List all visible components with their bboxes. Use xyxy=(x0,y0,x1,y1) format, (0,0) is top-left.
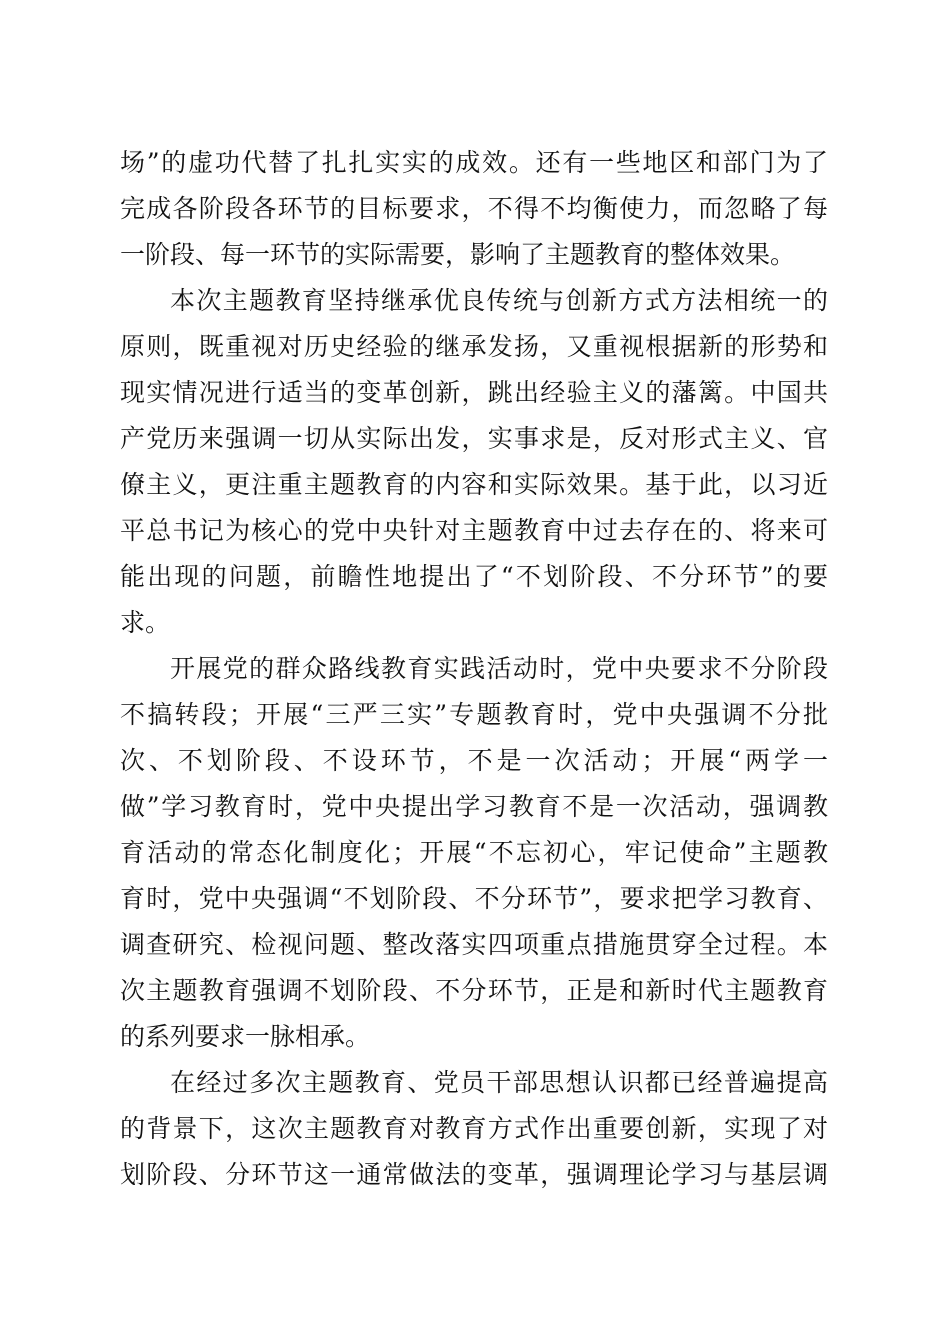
text-line: 能出现的问题，前瞻性地提出了“不划阶段、不分环节”的要 xyxy=(120,562,828,591)
paragraph xyxy=(120,646,828,1060)
text-line: 育时，党中央强调“不划阶段、不分环节”，要求把学习教育、 xyxy=(120,884,828,913)
text-line: 完成各阶段各环节的目标要求，不得不均衡使力，而忽略了每 xyxy=(120,194,828,223)
text-line: 的背景下，这次主题教育对教育方式作出重要创新，实现了对 xyxy=(120,1114,828,1143)
text-line: 场”的虚功代替了扎扎实实的成效。还有一些地区和部门为了 xyxy=(120,148,828,177)
text-line: 育活动的常态化制度化；开展“不忘初心，牢记使命”主题教 xyxy=(120,838,828,867)
text-line: 产党历来强调一切从实际出发，实事求是，反对形式主义、官 xyxy=(120,424,828,453)
text-line: 次、不划阶段、不设环节，不是一次活动；开展“两学一 xyxy=(120,746,828,775)
text-line: 僚主义，更注重主题教育的内容和实际效果。基于此，以习近 xyxy=(120,470,828,499)
text-line: 原则，既重视对历史经验的继承发扬，又重视根据新的形势和 xyxy=(120,332,828,361)
text-line: 不搞转段；开展“三严三实”专题教育时，党中央强调不分批 xyxy=(120,700,828,729)
text-line: 平总书记为核心的党中央针对主题教育中过去存在的、将来可 xyxy=(120,516,828,545)
paragraph xyxy=(120,140,828,278)
text-line: 在经过多次主题教育、党员干部思想认识都已经普遍提高 xyxy=(170,1068,828,1097)
text-line: 划阶段、分环节这一通常做法的变革，强调理论学习与基层调 xyxy=(120,1160,828,1189)
text-line: 调查研究、检视问题、整改落实四项重点措施贯穿全过程。本 xyxy=(120,930,828,959)
text-line: 的系列要求一脉相承。 xyxy=(120,1022,371,1051)
text-line: 求。 xyxy=(120,608,171,637)
paragraph xyxy=(120,278,828,646)
text-line: 次主题教育强调不划阶段、不分环节，正是和新时代主题教育 xyxy=(120,976,828,1005)
paragraph xyxy=(120,1060,828,1198)
text-line: 本次主题教育坚持继承优良传统与创新方式方法相统一的 xyxy=(170,286,828,315)
text-line: 做”学习教育时，党中央提出学习教育不是一次活动，强调教 xyxy=(120,792,828,821)
text-line: 一阶段、每一环节的实际需要，影响了主题教育的整体效果。 xyxy=(120,240,796,269)
text-line: 现实情况进行适当的变革创新，跳出经验主义的藩篱。中国共 xyxy=(120,378,828,407)
document-body xyxy=(120,140,828,1198)
text-line: 开展党的群众路线教育实践活动时，党中央要求不分阶段 xyxy=(170,654,828,683)
